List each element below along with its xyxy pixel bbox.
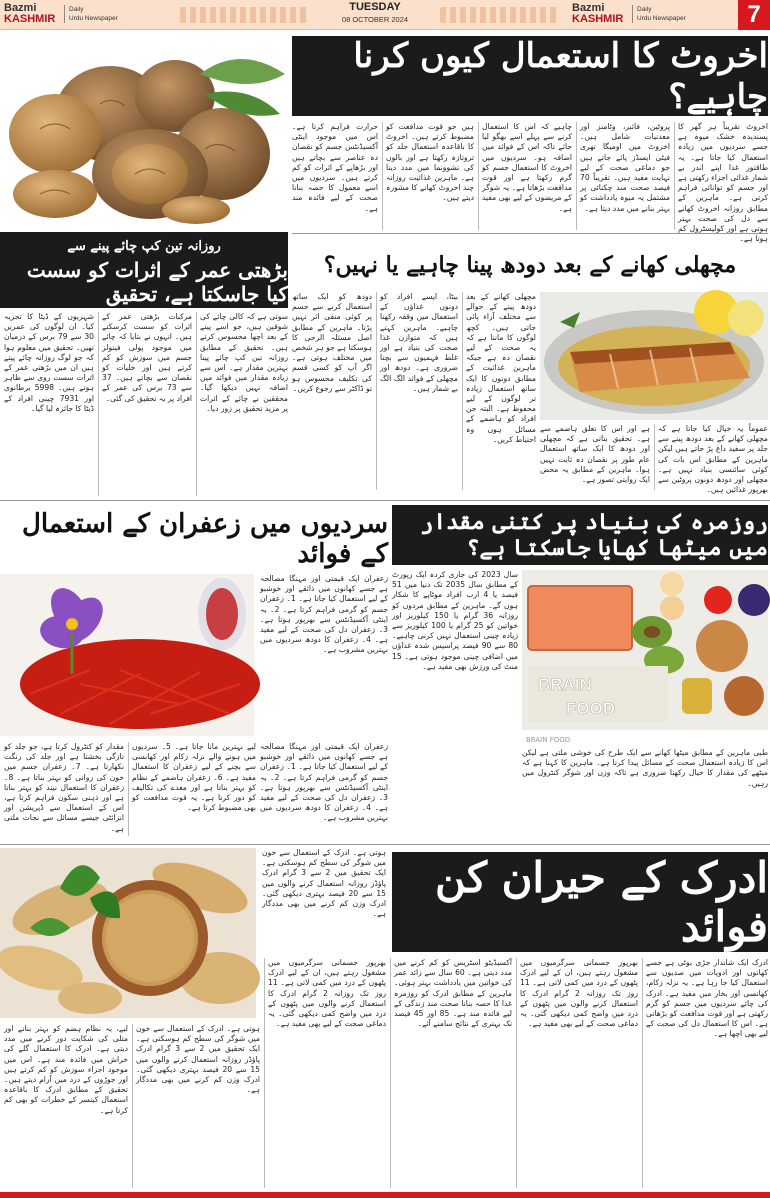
ginger-column-4: بھرپور جسمانی سرگرمیوں میں مشغول رہتے ہیں، ان کے لیے ادرک پٹھوں کے درد میں کمی لاتی ہے۔ 11 روز تک روزانہ 2 گرام ادرک کا استعمال کرنے والوں میں پٹھوں کے درد میں واضح کمی دیکھی گئی۔ یہ دماغی صحت کے لیے بھی مفید ہے۔ <box>268 958 386 1029</box>
column-divider <box>196 312 197 496</box>
brand-name-line1: Bazmi <box>572 2 605 14</box>
ginger-image <box>0 848 256 1018</box>
fish-column-5: ہے اور اس کا تعلق ہاضمے سے ہے۔ تحقیق بتاتی ہے کہ مچھلی اور دودھ کا ایک ساتھ استعمال عام طور پر نقصان دہ ثابت نہیں ہوا۔ ماہرین کے مطابق یہ محض ایک روایتی تصور ہے۔ <box>540 424 650 485</box>
fish-column-2: مچھلی کھانے کے بعد دودھ پینے کے حوالے سے مختلف آراء پائی جاتی ہیں۔ کچھ لوگوں کا ماننا ہے کہ یہ صحت کے لیے نقصان دہ ہے جبکہ ماہرین غذائیت کے مطابق دونوں کا ایک ساتھ استعمال زیادہ تر لوگوں کے لیے محفوظ ہے۔ البتہ جن افراد کو ہاضمے کے مسائل ہوں وہ احتیاط کریں۔ <box>466 292 536 444</box>
tea-headline[interactable]: بڑھتی عمر کے اثرات کو سست کیا جاسکتا ہے، تحقیق <box>26 258 288 306</box>
walnut-image <box>0 34 288 226</box>
column-divider <box>674 122 675 230</box>
sweets-column-1: طبی ماہرین کے مطابق میٹھا کھانے سے ایک طرح کی خوشی ملتی ہے لیکن اس کا زیادہ استعمال صحت کے مسائل پیدا کرتا ہے۔ ماہرین کا کہنا ہے کہ میٹھے کی مقدار کا خیال رکھنا ضروری ہے تاکہ وزن اور شوگر کنٹرول میں رہیں۔ <box>522 748 768 788</box>
brand-tagline-left <box>64 5 124 23</box>
column-divider <box>576 122 577 230</box>
tea-column-2: مرکبات بڑھتی عمر کے اثرات کو سست کرسکتے ہیں۔ انہوں نے بتایا کہ چائے میں موجود پولی فینولز جسم میں سوزش کو کم کرتے ہیں اور خلیات کو نقصان سے بچاتے ہیں۔ 37 سے 73 برس کی عمر کے افراد پر یہ تحقیق کی گئی۔ <box>102 312 192 403</box>
column-divider <box>642 958 643 1188</box>
masthead-ornament-right <box>440 7 560 23</box>
column-divider <box>98 312 99 496</box>
tea-kicker[interactable]: روزانہ تین کپ چائے پینے سے <box>67 238 221 254</box>
brand-tagline-line1: Daily <box>637 6 652 13</box>
saffron-column-2: لیے بہترین مانا جاتا ہے۔ 5۔ سردیوں میں ہونے والے نزلہ زکام اور کھانسی سے بچنے کے لیے زعفران کا استعمال مفید ہے۔ 6۔ زعفران ہاضمے کے نظام کو بہتر بناتا ہے اور معدے کی تکالیف کو دور کرتا ہے۔ یہ قوت مدافعت کو بھی مضبوط کرتا ہے۔ <box>132 742 257 813</box>
brain-food-caption: BRAIN FOOD <box>526 736 571 744</box>
walnut-column-5: حرارت فراہم کرتا ہے۔ اس میں موجود اینٹی آکسیڈنٹس جسم کو نقصان دہ عناصر سے بچاتے ہیں اور بڑھاپے کے اثرات کو کم کرتے ہیں۔ سردیوں میں اسے معمول کا حصہ بنانا صحت کے لیے فائدہ مند ہے۔ <box>292 122 378 213</box>
fish-column-1: عموماً یہ خیال کیا جاتا ہے کہ مچھلی کھانے کے بعد دودھ پینے سے جلد پر سفید داغ پڑ جاتے ہیں لیکن ماہرین کے مطابق اس بات کی کوئی سائنسی بنیاد نہیں ہے۔ مچھلی اور دودھ دونوں پروٹین سے بھرپور غذائیں ہیں۔ <box>658 424 768 495</box>
salmon-illustration <box>540 292 768 420</box>
ginger-column-intro: ہوتی ہے۔ ادرک کے استعمال سے خون میں شوگر کی سطح کم ہوسکتی ہے۔ ایک تحقیق میں 2 سے 3 گرام ادرک پاؤڈر روزانہ استعمال کرنے والوں میں 15 سے 20 فیصد بہتری دیکھی گئی۔ ادرک وزن کم کرنے میں بھی مددگار ہے۔ <box>262 848 387 919</box>
column-divider <box>264 958 265 1188</box>
section-divider <box>0 500 770 501</box>
footer-bar <box>0 1192 770 1198</box>
brand-name-line2: KASHMIR <box>572 13 624 25</box>
brain-food-text: FOOD <box>566 699 616 718</box>
saffron-illustration <box>0 574 254 736</box>
brand-name-line2: KASHMIR <box>4 13 56 25</box>
ginger-illustration <box>0 848 256 1018</box>
section-divider <box>292 233 768 234</box>
brand-tagline-right <box>632 5 692 23</box>
brand-tagline-line2: Urdu Newspaper <box>69 15 118 22</box>
walnut-headline[interactable]: اخروٹ کا استعمال کیوں کرنا چاہیے؟ <box>292 36 768 116</box>
saffron-headline[interactable]: سردیوں میں زعفران کے استعمال کے فوائد <box>22 509 388 569</box>
column-divider <box>516 958 517 1188</box>
sweets-column-2: سال 2023 کی جاری کردہ ایک رپورٹ کے مطابق سال 2035 تک دنیا میں 51 فیصد یا 4 ارب افراد موٹاپے کا شکار ہوں گے۔ ماہرین کے مطابق مردوں کو روزانہ 36 گرام یا 150 کیلوریز اور خواتین کو 25 گرام یا 100 کیلوریز سے زیادہ چینی استعمال نہیں کرنی چاہیے۔ 80 سے 90 فیصد پراسیس شدہ غذاؤں میں اضافی چینی موجود ہوتی ہے۔ 15 منٹ کی ورزش بھی مفید ہے۔ <box>392 570 519 671</box>
tea-column-3: شہریوں کے ڈیٹا کا تجزیہ کیا۔ ان لوگوں کی عمریں 30 سے 79 برس کے درمیان تھیں۔ تحقیق میں معلوم ہوا کہ جو لوگ روزانہ چائے پیتے ہیں ان میں بڑھتی عمر کے اثرات سست روی سے ظاہر ہوتے ہیں۔ 5998 برطانوی اور 7931 چینی افراد کے ڈیٹا کا جائزہ لیا گیا۔ <box>4 312 94 413</box>
walnut-column-3: چاہیے کہ اس کا استعمال کرنے سے پہلے اسے بھگو لیا جائے تاکہ اس کے فوائد میں اضافہ ہو۔ سردیوں میں اخروٹ کا استعمال جسم کو گرم رکھتا ہے اور قوت مدافعت بڑھاتا ہے۔ یہ شوگر کے مریضوں کے لیے بھی مفید ہے۔ <box>482 122 572 213</box>
brand-logo-left[interactable] <box>4 3 64 27</box>
fish-column-3: بیٹا، ایسے افراد کو دونوں غذاؤں کے استعمال میں وقفہ رکھنا چاہیے۔ ماہرین کہتے ہیں کہ متوازن غذا صحت کی بنیاد ہے اور غلط فہمیوں سے بچنا ضروری ہے۔ دودھ اور مچھلی کے فوائد الگ الگ بے شمار ہیں۔ <box>380 292 458 393</box>
ginger-column-2: بھرپور جسمانی سرگرمیوں میں مشغول رہتے ہیں، ان کے لیے ادرک پٹھوں کے درد میں کمی لاتی ہے۔ 11 روز تک روزانہ 2 گرام ادرک کا استعمال کرنے والوں میں پٹھوں کے درد میں واضح کمی دیکھی گئی۔ یہ دماغی صحت کے لیے بھی مفید ہے۔ <box>520 958 638 1029</box>
sweets-headline[interactable]: روزمرہ کی بنیاد پر کتنی مقدار میں میٹھا کھایا جاسکتا ہے؟ <box>392 505 768 565</box>
ginger-column-3: آکسیڈیٹو اسٹریس کو کم کرنے میں مدد دیتی ہے۔ 60 سال سے زائد عمر کی خواتین میں یادداشت بہتر ہوئی۔ ماہرین کے مطابق ادرک کو روزمرہ غذا کا حصہ بنانا صحت مند زندگی کے لیے فائدہ مند ہے۔ 85 اور 45 فیصد تک بہتری کے نتائج سامنے آئے۔ <box>394 958 512 1029</box>
brand-tagline-line1: Daily <box>69 6 84 13</box>
ginger-column-5: ہوتی ہے۔ ادرک کے استعمال سے خون میں شوگر کی سطح کم ہوسکتی ہے۔ ایک تحقیق میں 2 سے 3 گرام ادرک پاؤڈر روزانہ استعمال کرنے والوں میں 15 سے 20 فیصد بہتری دیکھی گئی۔ ادرک وزن کم کرنے میں بھی مددگار ہے۔ <box>136 1024 261 1095</box>
column-divider <box>128 742 129 836</box>
brand-logo-right[interactable] <box>572 3 632 27</box>
saffron-image <box>0 574 254 736</box>
brand-name-line1: Bazmi <box>4 2 37 14</box>
walnut-column-4: ہیں جو قوت مدافعت کو مضبوط کرتے ہیں۔ اخروٹ کا باقاعدہ استعمال جلد کو تروتازہ رکھتا ہے اور بالوں کی نشوونما میں مدد دیتا ہے۔ ماہرین غذائیت روزانہ چند اخروٹ کھانے کا مشورہ دیتے ہیں۔ <box>386 122 474 203</box>
ginger-column-6: لیے، یہ نظام ہضم کو بہتر بنانے اور متلی کی شکایت دور کرنے میں مدد دیتی ہے۔ ادرک کا استعمال گلے کی خراش میں فائدہ مند ہے۔ اس میں موجود اجزاء سوزش کو کم کرتے ہیں اور جوڑوں کے درد میں آرام دیتے ہیں۔ تحقیق کے مطابق ادرک کا باقاعدہ استعمال کینسر کے خطرات کو بھی کم کرتا ہے۔ <box>4 1024 128 1115</box>
column-divider <box>462 292 463 490</box>
section-divider <box>0 844 770 845</box>
fish-headline[interactable]: مچھلی کھانے کے بعد دودھ پینا چاہیے یا نہیں؟ <box>323 252 737 278</box>
brain-food-image <box>522 570 768 730</box>
tea-column-1: سوتی ہے کہ کالی چائے کی شوقین ہیں، جو اسے پینے کے بعد اچھا محسوس کرتے ہیں۔ تحقیق کے مطابق روزانہ تین کپ چائے پینا بہترین مقدار ہے۔ اس سے زیادہ مقدار میں فوائد میں اضافہ نہیں دیکھا گیا۔ محققین نے چائے کے اثرات پر مزید تحقیق پر زور دیا۔ <box>200 312 288 413</box>
masthead-ornament-left <box>180 7 310 23</box>
brand-tagline-line2: Urdu Newspaper <box>637 15 686 22</box>
column-divider <box>132 1024 133 1188</box>
brain-food-text: BRAIN <box>538 675 592 694</box>
walnut-illustration <box>0 34 288 226</box>
issue-date <box>318 1 432 29</box>
column-divider <box>654 424 655 490</box>
column-divider <box>478 122 479 230</box>
issue-day: TUESDAY <box>349 1 401 13</box>
column-divider <box>390 958 391 1188</box>
ginger-headline[interactable]: ادرک کے حیران کن فوائد <box>392 852 768 952</box>
walnut-column-1: اخروٹ تقریباً ہر گھر کا پسندیدہ خشک میوہ ہے جسے سردیوں میں زیادہ استعمال کیا جاتا ہے۔ یہ طاقتور غذا اپنے اندر بے شمار غذائی اجزاء رکھتی ہے اور جسم کو توانائی فراہم کرتی ہے۔ ماہرین کے مطابق روزانہ اخروٹ کھانے سے دل کی صحت بہتر ہوتی ہے اور کولیسٹرول کم ہوتا ہے۔ <box>678 122 768 244</box>
walnut-column-2: پروٹین، فائبر، وٹامنز اور معدنیات شامل ہیں۔ اخروٹ میں اومیگا تھری فیٹی ایسڈز پائے جاتے ہیں جو دماغی صحت کے لیے نہایت مفید ہیں۔ تقریباً 70 فیصد صحت مند چکنائی پر مشتمل یہ میوہ یادداشت کو بہتر بنانے میں مدد دیتا ہے۔ <box>580 122 670 213</box>
saffron-column-1-cont: زعفران ایک قیمتی اور مہنگا مصالحہ ہے جسے کھانوں میں ذائقے اور خوشبو کے لیے استعمال کیا جاتا ہے۔ 1۔ زعفران جسم کو گرمی فراہم کرتا ہے۔ 2۔ یہ اینٹی آکسیڈنٹس سے بھرپور ہوتا ہے۔ 3۔ زعفران دل کی صحت کے لیے مفید ہے۔ 4۔ زعفران کا دودھ سردیوں میں بہترین مشروب ہے۔ <box>260 742 389 823</box>
ginger-column-1: ادرک ایک شاندار جڑی بوٹی ہے جسے کھانوں اور ادویات میں صدیوں سے استعمال کیا جا رہا ہے۔ یہ نزلہ زکام، کھانسی اور بخار میں مفید ہے۔ ادرک کی چائے سردیوں میں جسم کو گرم رکھتی ہے اور قوت مدافعت کو بڑھاتی ہے۔ اس کا استعمال دل کی صحت کے لیے بھی اچھا ہے۔ <box>646 958 768 1039</box>
brain-food-illustration <box>522 570 768 730</box>
column-divider <box>382 122 383 230</box>
issue-full-date: 08 OCTOBER 2024 <box>341 15 409 24</box>
column-divider <box>376 292 377 490</box>
page-number: 7 <box>738 0 770 30</box>
salmon-image <box>540 292 768 420</box>
saffron-column-3: مقدار کو کنٹرول کرتا ہے، جو جلد کو تازگی بخشتا ہے اور جلد کی رنگت نکھارتا ہے۔ 7۔ زعفران جسم میں خون کی روانی کو بہتر بناتا ہے۔ 8۔ زعفران کا استعمال نیند کو بہتر بناتا ہے اور ذہنی سکون فراہم کرتا ہے، اس کے استعمال سے ڈپریشن اور انزائٹی جیسے مسائل سے نجات ملتی ہے۔ <box>4 742 124 833</box>
fish-column-4: دودھ کو ایک ساتھ استعمال کرنے سے جسم پر کوئی منفی اثر نہیں پڑتا۔ ماہرین کے مطابق اصل مسئلہ الرجی کا ہوسکتا ہے جو ہر شخص میں مختلف ہوتی ہے۔ اگر آپ کو کسی قسم کی تکلیف محسوس ہو تو ڈاکٹر سے رجوع کریں۔ <box>292 292 372 393</box>
saffron-column-1: زعفران ایک قیمتی اور مہنگا مصالحہ ہے جسے کھانوں میں ذائقے اور خوشبو کے لیے استعمال کیا جاتا ہے۔ 1۔ زعفران جسم کو گرمی فراہم کرتا ہے۔ 2۔ یہ اینٹی آکسیڈنٹس سے بھرپور ہوتا ہے۔ 3۔ زعفران دل کی صحت کے لیے مفید ہے۔ 4۔ زعفران کا دودھ سردیوں میں بہترین مشروب ہے۔ <box>260 574 389 655</box>
